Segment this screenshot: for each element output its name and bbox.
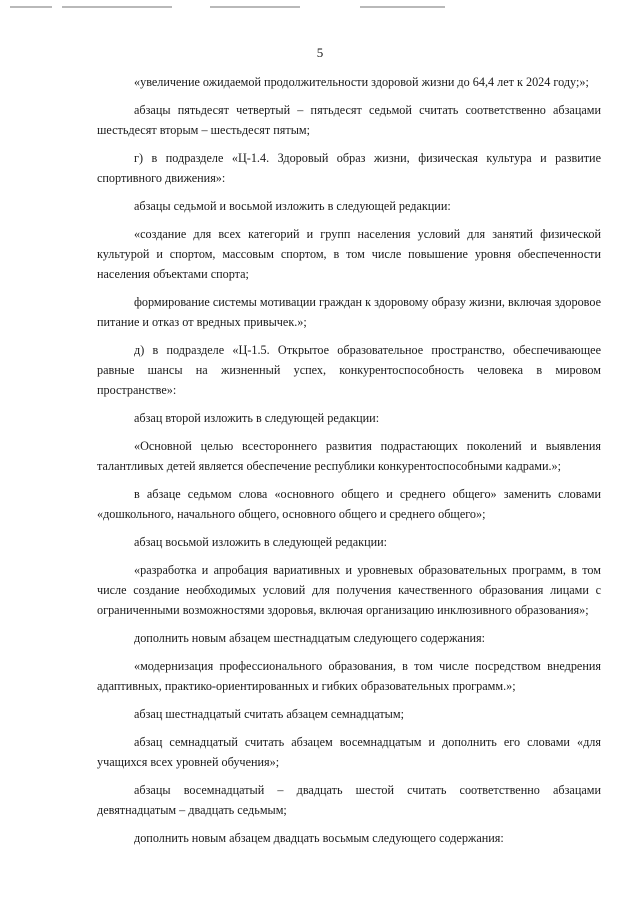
document-body [97, 72, 601, 856]
paragraph: абзац восьмой изложить в следующей редакции: [134, 535, 388, 549]
scan-artifact-strip [0, 0, 640, 14]
paragraph: «модернизация профессионального образования, в том числе посредством внедрения адаптивных, практико-ориентированных и гибких образовательных программ.»; [97, 659, 601, 693]
paragraph: абзацы седьмой и восьмой изложить в следующей редакции: [134, 199, 451, 213]
paragraph: «разработка и апробация вариативных и уровневых образовательных программ, в том числе создание необходимых условий для получения качественного образования лицами с ограниченными возможностями здоровья, включая организацию инклюзивного образования»; [97, 563, 601, 617]
paragraph: г) в подразделе «Ц-1.4. Здоровый образ жизни, физическая культура и развитие спортивного движения»: [97, 151, 601, 185]
paragraph: «увеличение ожидаемой продолжительности здоровой жизни до 64,4 лет к 2024 году;»; [134, 75, 589, 89]
paragraph: дополнить новым абзацем двадцать восьмым следующего содержания: [134, 831, 504, 845]
paragraph: абзац семнадцатый считать абзацем восемнадцатым и дополнить его словами «для учащихся всех уровней обучения»; [97, 735, 601, 769]
paragraph: дополнить новым абзацем шестнадцатым следующего содержания: [134, 631, 485, 645]
paragraph: абзац второй изложить в следующей редакции: [134, 411, 380, 425]
paragraph: абзац шестнадцатый считать абзацем семнадцатым; [134, 707, 404, 721]
paragraph: «Основной целью всестороннего развития подрастающих поколений и выявления талантливых детей является обеспечение республики конкурентоспособными кадрами.»; [97, 439, 601, 473]
paragraph: д) в подразделе «Ц-1.5. Открытое образовательное пространство, обеспечивающее равные шансы на жизненный успех, конкурентоспособность человека в мировом пространстве»: [97, 343, 601, 397]
paragraph: в абзаце седьмом слова «основного общего и среднего общего» заменить словами «дошкольного, начального общего, основного общего и среднего общего»; [97, 487, 601, 521]
paragraph: абзацы пятьдесят четвертый – пятьдесят седьмой считать соответственно абзацами шестьдесят вторым – шестьдесят пятым; [97, 103, 601, 137]
paragraph: формирование системы мотивации граждан к здоровому образу жизни, включая здоровое питание и отказ от вредных привычек.»; [97, 295, 601, 329]
paragraph: абзацы восемнадцатый – двадцать шестой считать соответственно абзацами девятнадцатым – двадцать седьмым; [97, 783, 601, 817]
page-number: 5 [316, 45, 324, 60]
paragraph: «создание для всех категорий и групп населения условий для занятий физической культурой и спортом, массовым спортом, в том числе повышение уровня обеспеченности населения объектами спорта; [97, 227, 601, 281]
